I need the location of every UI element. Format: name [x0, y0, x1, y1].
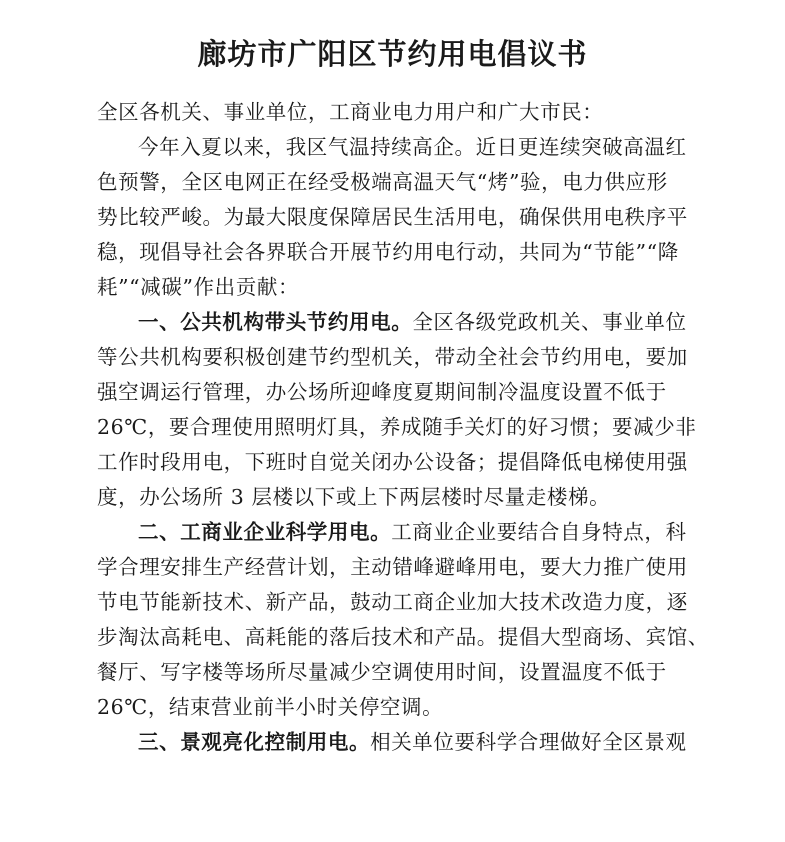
- section-1-first-line: [97, 305, 692, 340]
- section-1-line: 强空调运行管理，办公场所迎峰度夏期间制冷温度设置不低于: [97, 380, 667, 404]
- section-2: [97, 515, 709, 725]
- intro-line: 色预警，全区电网正在经受极端高温天气“烤”验，电力供应形: [97, 170, 668, 194]
- intro-line: 今年入夏以来，我区气温持续高企。近日更连续突破高温红: [138, 135, 687, 159]
- section-1-line: 等公共机构要积极创建节约型机关，带动全社会节约用电，要加: [97, 345, 688, 369]
- salutation: 全区各机关、事业单位，工商业电力用户和广大市民：: [97, 100, 604, 124]
- section-3-first-line: [97, 725, 692, 760]
- section-2-line: 餐厅、写字楼等场所尽量减少空调使用时间，设置温度不低于: [97, 660, 667, 684]
- section-2-line: 26℃，结束营业前半小时关停空调。: [97, 695, 444, 719]
- intro-line: 耗”“减碳”作出贡献：: [97, 275, 300, 299]
- section-2-line: 节电节能新技术、新产品，鼓动工商企业加大技术改造力度，逐: [97, 590, 688, 614]
- section-2-first-line: [97, 515, 692, 550]
- intro-line: 稳，现倡导社会各界联合开展节约用电行动，共同为“节能”“降: [97, 240, 679, 264]
- section-3: [97, 725, 692, 760]
- section-1-line: 度，办公场所 3 层楼以下或上下两层楼时尽量走楼梯。: [97, 485, 611, 509]
- section-2-heading: 二、工商业企业科学用电。: [138, 520, 392, 544]
- section-1: [97, 305, 697, 515]
- section-2-line: 步淘汰高耗电、高耗能的落后技术和产品。提倡大型商场、宾馆、: [97, 625, 709, 649]
- document-title: 廊坊市广阳区节约用电倡议书: [197, 37, 588, 71]
- intro-line: 势比较严峻。为最大限度保障居民生活用电，确保供用电秩序平: [97, 205, 688, 229]
- section-2-text: 工商业企业要结合自身特点，科: [391, 520, 687, 544]
- intro-paragraph: [97, 130, 692, 305]
- section-1-line: 工作时段用电，下班时自觉关闭办公设备；提倡降低电梯使用强: [97, 450, 688, 474]
- section-3-text: 相关单位要科学合理做好全区景观: [370, 730, 687, 754]
- section-1-line: 26℃，要合理使用照明灯具，养成随手关灯的好习惯；要减少非: [97, 415, 697, 439]
- section-2-line: 学合理安排生产经营计划，主动错峰避峰用电，要大力推广使用: [97, 555, 688, 579]
- section-1-heading: 一、公共机构带头节约用电。: [138, 310, 413, 334]
- document-body: [97, 95, 709, 760]
- section-1-text: 全区各级党政机关、事业单位: [412, 310, 687, 334]
- section-3-heading: 三、景观亮化控制用电。: [138, 730, 371, 754]
